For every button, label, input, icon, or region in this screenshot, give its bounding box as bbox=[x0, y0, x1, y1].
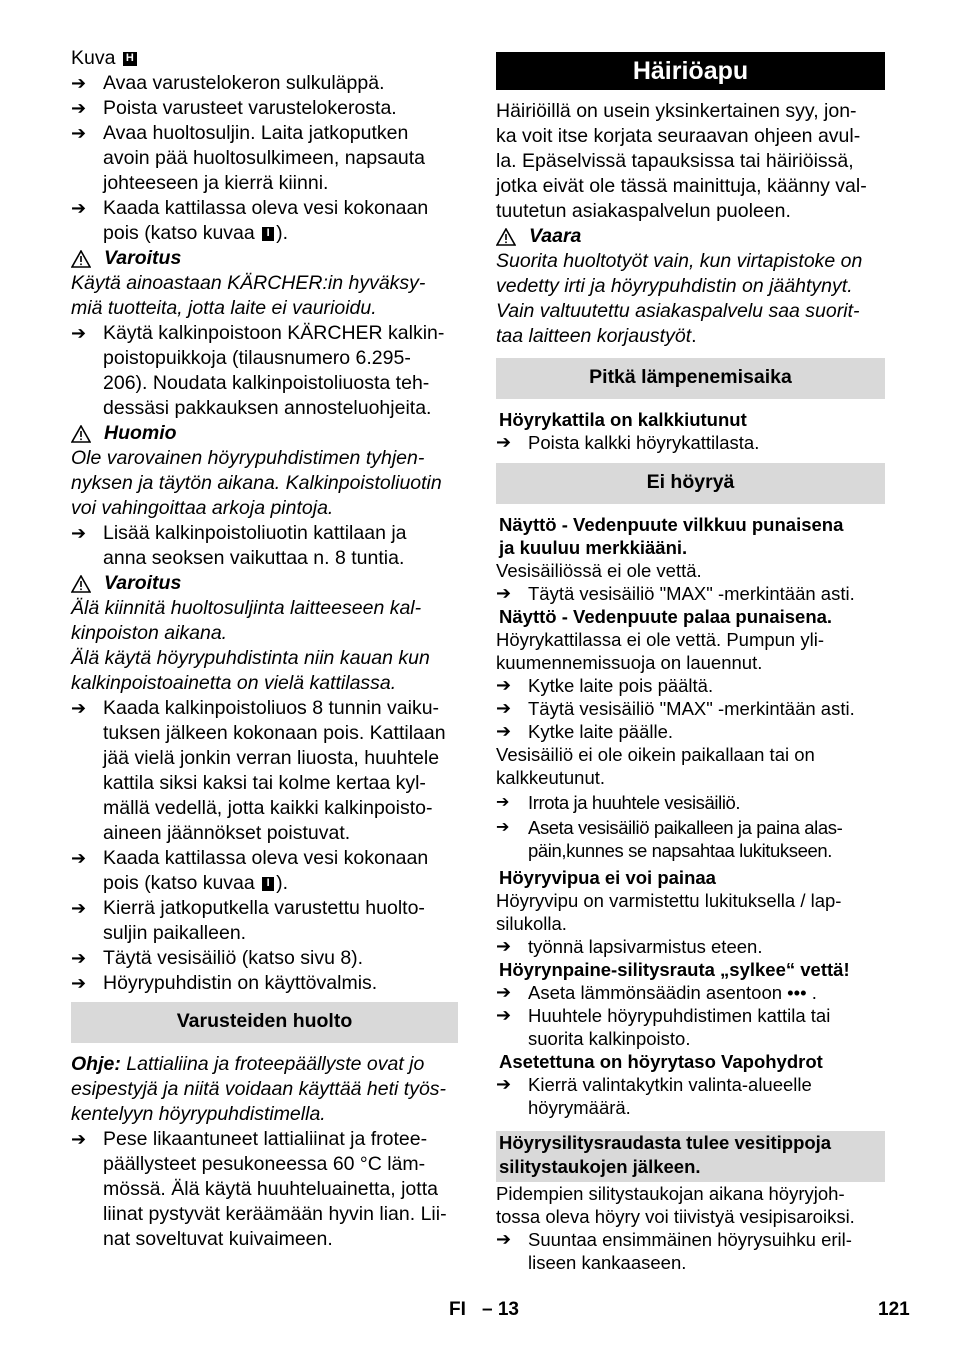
arrow-right-icon: ➔ bbox=[496, 1005, 512, 1025]
step bbox=[71, 196, 458, 246]
subheading: Asetettuna on höyrytaso Vapohydrot bbox=[499, 1051, 823, 1072]
step-text: Avaa varustelokeron sulkuläppä. bbox=[103, 72, 385, 94]
remedy-text: Suuntaa ensimmäinen höyrysuihku eril- liseen kankaaseen. bbox=[528, 1229, 852, 1273]
step-text: Kaada kalkinpoistoliuos 8 tunnin vaiku- tuksen jälkeen kokonaan pois. Kattilaan jää vielä jonkin verran liuosta, huuhtele kattila siksi kaksi tai kolme kertaa kyl- mällä vedellä, jotta kaikki kalkinpoisto- aineen jäännökset poistuvat. bbox=[103, 697, 446, 844]
step bbox=[71, 121, 458, 196]
remedy bbox=[496, 674, 885, 697]
arrow-right-icon: ➔ bbox=[496, 698, 512, 718]
remedy bbox=[496, 720, 885, 743]
cause-text: Höyrykattilassa ei ole vettä. Pumpun yli- kuumennemissuoja on lauennut. bbox=[496, 629, 824, 673]
step-text: Täytä vesisäiliö (katso sivu 8). bbox=[103, 947, 364, 969]
highlighted-subheading: Höyrysilitysraudasta tulee vesitippoja silitystaukojen jälkeen. bbox=[496, 1131, 885, 1182]
warning-text: Älä kiinnitä huoltosuljinta laitteeseen kal- kinpoiston aikana. Älä käytä höyrypuhdistinta niin kauan kun kalkinpoistoainetta on vielä kattilassa. bbox=[71, 597, 430, 694]
remedy bbox=[496, 697, 885, 720]
arrow-right-icon: ➔ bbox=[496, 819, 510, 836]
arrow-right-icon: ➔ bbox=[496, 1229, 512, 1249]
section-heading: Pitkä lämpenemisaika bbox=[496, 358, 885, 399]
chapter-title: Häiriöapu bbox=[496, 52, 885, 90]
figure-box-h: H bbox=[123, 52, 137, 66]
remedy-text: Täytä vesisäiliö "MAX" -merkintään asti. bbox=[528, 698, 855, 719]
remedy-text: Kytke laite pois päältä. bbox=[528, 675, 714, 696]
arrow-right-icon: ➔ bbox=[71, 698, 87, 718]
arrow-right-icon: ➔ bbox=[71, 948, 87, 968]
remedy-text: Aseta lämmönsäädin asentoon ••• . bbox=[528, 982, 817, 1003]
remedy bbox=[496, 582, 885, 605]
step-text: Höyrypuhdistin on käyttövalmis. bbox=[103, 972, 378, 994]
cause-text: Vesisäiliössä ei ole vettä. bbox=[496, 560, 702, 581]
arrow-right-icon: ➔ bbox=[71, 73, 87, 93]
step-text: Poista varusteet varustelokerosta. bbox=[103, 97, 397, 119]
note-label: Ohje: bbox=[71, 1053, 121, 1075]
arrow-right-icon: ➔ bbox=[496, 982, 512, 1002]
arrow-right-icon: ➔ bbox=[71, 123, 87, 143]
remedy-text: Huuhtele höyrypuhdistimen kattila tai suorita kalkinpoisto. bbox=[528, 1005, 831, 1049]
figure-box-i: I bbox=[262, 227, 274, 241]
arrow-right-icon: ➔ bbox=[496, 721, 512, 741]
step bbox=[71, 321, 458, 421]
step bbox=[71, 696, 458, 846]
arrow-right-icon: ➔ bbox=[71, 323, 87, 343]
step bbox=[71, 896, 458, 946]
step bbox=[71, 846, 458, 896]
remedy-text: Irrota ja huuhtele vesisäiliö. bbox=[528, 792, 741, 813]
remedy bbox=[496, 1004, 885, 1050]
step bbox=[71, 1127, 458, 1252]
remedy bbox=[496, 1073, 885, 1119]
arrow-right-icon: ➔ bbox=[496, 936, 512, 956]
arrow-right-icon: ➔ bbox=[496, 1074, 512, 1094]
warning-text: Käytä ainoastaan KÄRCHER:in hyväksy- miä tuotteita, jotta laite ei vaurioidu. bbox=[71, 272, 426, 319]
warning-triangle-icon bbox=[71, 250, 91, 268]
cause-text: Pidempien silitystaukojan aikana höyryjoh- tossa oleva höyry voi tiivistyä vesipisaroiksi. bbox=[496, 1183, 855, 1227]
arrow-right-icon: ➔ bbox=[71, 1129, 87, 1149]
remedy-text: Kierrä valintakytkin valinta-alueelle höyrymäärä. bbox=[528, 1074, 812, 1118]
cause-text: Höyryvipu on varmistettu lukituksella / lap- silukolla. bbox=[496, 890, 842, 934]
remedy-text: Aseta vesisäiliö paikalleen ja paina alas- päin,kunnes se napsahtaa lukitukseen. bbox=[528, 817, 843, 861]
step-text: Pese likaantuneet lattialiinat ja frotee- päällysteet pesukoneessa 60 °C läm- mössä. Älä käytä huuhteluainetta, jotta liinat pystyvät keräämään hyvin lian. Lii- nat soveltuvat kuivaimeen. bbox=[103, 1128, 447, 1250]
arrow-right-icon: ➔ bbox=[496, 583, 512, 603]
figure-ref-text: Kuva bbox=[71, 47, 116, 69]
caution-text: Ole varovainen höyrypuhdistimen tyhjen- nyksen ja täytön aikana. Kalkinpoistoliuotin voi vahingoittaa arkoja pintoja. bbox=[71, 447, 442, 519]
step bbox=[71, 971, 458, 996]
arrow-right-icon: ➔ bbox=[71, 198, 87, 218]
section-heading: Varusteiden huolto bbox=[71, 1002, 458, 1043]
step bbox=[71, 946, 458, 971]
section-heading: Ei höyryä bbox=[496, 463, 885, 504]
warning-heading: Varoitus bbox=[71, 246, 458, 271]
step-text: Kierrä jatkoputkella varustettu huolto- suljin paikalleen. bbox=[103, 897, 425, 944]
danger-text: Suorita huoltotyöt vain, kun virtapistoke on vedetty irti ja höyrypuhdistin on jäähtynyt. Vain valtuutettu asiakaspalvelu saa suorit- taa laitteen korjaustyöt. bbox=[496, 250, 863, 347]
footer-language: FI bbox=[449, 1299, 466, 1320]
arrow-right-icon: ➔ bbox=[496, 794, 510, 811]
step bbox=[71, 96, 458, 121]
warning-triangle-icon bbox=[71, 425, 91, 443]
right-column bbox=[496, 46, 885, 1274]
subheading: Höyryvipua ei voi painaa bbox=[499, 867, 716, 888]
figure-box-i: I bbox=[262, 877, 274, 891]
warning-triangle-icon bbox=[71, 575, 91, 593]
page-number: 121 bbox=[878, 1299, 910, 1320]
warning-heading: Varoitus bbox=[71, 571, 458, 596]
remedy bbox=[496, 981, 885, 1004]
step-text: Kaada kattilassa oleva vesi kokonaan pois (katso kuvaa I ). bbox=[103, 847, 429, 894]
step-text: Käytä kalkinpoistoon KÄRCHER kalkin- poistopuikkoja (tilausnumero 6.295- 206). Noudata kalkinpoistoliuosta teh- dessäsi pakkauksen annosteluohjeita. bbox=[103, 322, 445, 419]
remedy bbox=[496, 791, 885, 814]
arrow-right-icon: ➔ bbox=[71, 98, 87, 118]
remedy bbox=[496, 816, 885, 862]
remedy-text: Poista kalkki höyrykattilasta. bbox=[528, 432, 760, 453]
arrow-right-icon: ➔ bbox=[71, 523, 87, 543]
note-text: Ohje: Lattialiina ja froteepäällyste ovat jo esipestyjä ja niitä voidaan käyttää heti työs- kentelyyn höyrypuhdistimella. bbox=[71, 1053, 447, 1125]
left-column bbox=[71, 46, 458, 1252]
footer-local-page: – 13 bbox=[482, 1299, 519, 1320]
intro-text: Häiriöillä on usein yksinkertainen syy, jon- ka voit itse korjata seuraavan ohjeen avul- la. Epäselvissä tapauksissa tai häiriöissä, jotka eivät ole tässä mainittuja, käänny val- tuutetun asiakaspalvelun puoleen. bbox=[496, 100, 867, 222]
warning-triangle-icon bbox=[496, 228, 516, 246]
remedy bbox=[496, 431, 885, 454]
arrow-right-icon: ➔ bbox=[71, 898, 87, 918]
step-text: Lisää kalkinpoistoliuotin kattilaan ja anna seoksen vaikuttaa n. 8 tuntia. bbox=[103, 522, 407, 569]
danger-heading: Vaara bbox=[496, 224, 885, 249]
remedy-text: Täytä vesisäiliö "MAX" -merkintään asti. bbox=[528, 583, 855, 604]
caution-heading: Huomio bbox=[71, 421, 458, 446]
arrow-right-icon: ➔ bbox=[496, 675, 512, 695]
subheading: Höyrynpaine-silitysrauta „sylkee“ vettä! bbox=[499, 959, 850, 980]
subheading: Höyrykattila on kalkkiutunut bbox=[499, 409, 747, 430]
step-text: Kaada kattilassa oleva vesi kokonaan pois (katso kuvaa I ). bbox=[103, 197, 429, 244]
subheading: Näyttö - Vedenpuute vilkkuu punaisena ja kuuluu merkkiääni. bbox=[499, 514, 844, 558]
arrow-right-icon: ➔ bbox=[71, 848, 87, 868]
remedy-text: työnnä lapsivarmistus eteen. bbox=[528, 936, 763, 957]
figure-ref bbox=[71, 46, 458, 71]
remedy bbox=[496, 1228, 885, 1274]
subheading: Näyttö - Vedenpuute palaa punaisena. bbox=[499, 606, 833, 627]
step-text: Avaa huoltosuljin. Laita jatkoputken avoin pää huoltosulkimeen, napsauta johteeseen ja kierrä kiinni. bbox=[103, 122, 425, 194]
step bbox=[71, 71, 458, 96]
step bbox=[71, 521, 458, 571]
arrow-right-icon: ➔ bbox=[71, 973, 87, 993]
remedy bbox=[496, 935, 885, 958]
arrow-right-icon: ➔ bbox=[496, 432, 512, 452]
cause-text: Vesisäiliö ei ole oikein paikallaan tai on kalkkeutunut. bbox=[496, 744, 815, 788]
remedy-text: Kytke laite päälle. bbox=[528, 721, 674, 742]
